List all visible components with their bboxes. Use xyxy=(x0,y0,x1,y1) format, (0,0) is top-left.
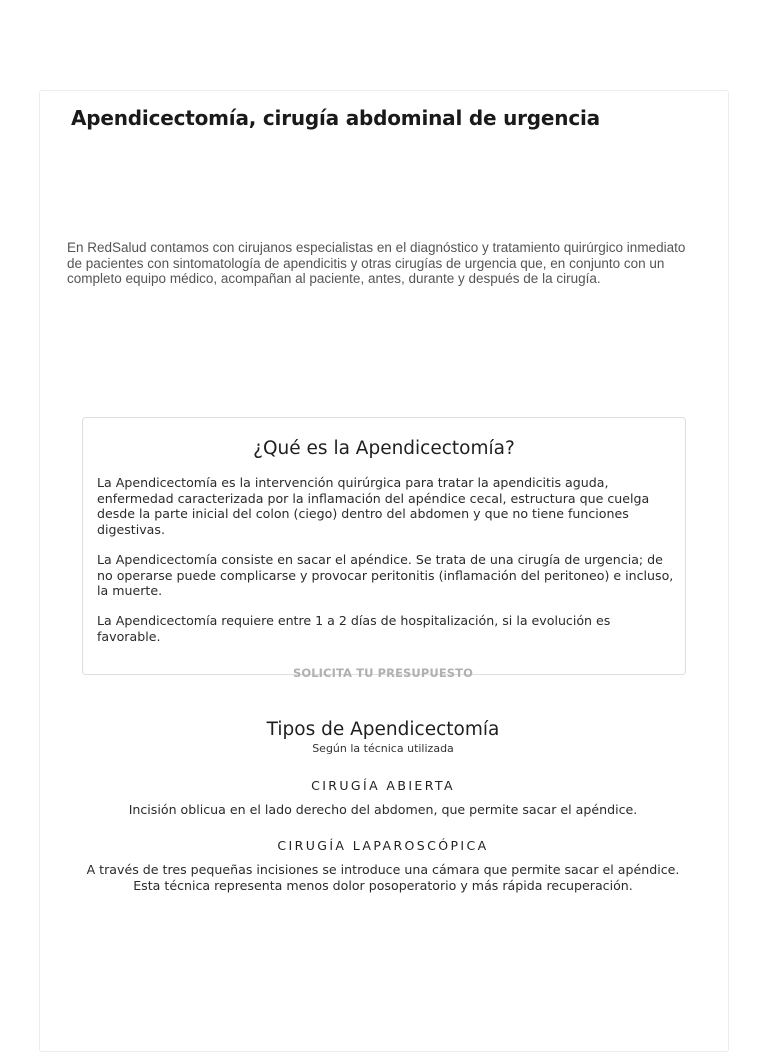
what-is-paragraph: La Apendicectomía es la intervención quirúrgica para tratar la apendicitis aguda, enfermedad caracterizada por la inflamación del apéndice cecal, estructura que cuelga desde la parte inicial del colon (ciego) dentro del abdomen y que no tiene funciones digestivas. xyxy=(97,475,650,537)
intro-paragraph: En RedSalud contamos con cirujanos especialistas en el diagnóstico y tratamiento quirúrgico inmediato de pacientes con sintomatología de apendicitis y otras cirugías de urgencia que, en conjunto con un completo equipo médico, acompañan al paciente, antes, durante y después de la cirugía. xyxy=(67,240,686,287)
type-description-laparoscopic-surgery: A través de tres pequeñas incisiones se introduce una cámara que permite sacar el apéndice. Esta técnica representa menos dolor posoperatorio y más rápida recuperación. xyxy=(86,862,680,893)
types-subtitle: Según la técnica utilizada xyxy=(312,742,454,755)
what-is-paragraph: La Apendicectomía requiere entre 1 a 2 días de hospitalización, si la evolución es favorable. xyxy=(97,613,611,644)
request-quote-button[interactable]: SOLICITA TU PRESUPUESTO xyxy=(292,666,473,680)
types-title: Tipos de Apendicectomía xyxy=(266,719,500,740)
type-heading-laparoscopic-surgery: CIRUGÍA LAPAROSCÓPICA xyxy=(277,838,489,853)
type-heading-open-surgery: CIRUGÍA ABIERTA xyxy=(311,778,455,793)
what-is-heading: ¿Qué es la Apendicectomía? xyxy=(253,438,515,459)
what-is-section xyxy=(82,417,686,675)
page-title: Apendicectomía, cirugía abdominal de urgencia xyxy=(71,106,600,130)
what-is-paragraph: La Apendicectomía consiste en sacar el apéndice. Se trata de una cirugía de urgencia; de no operarse puede complicarse y provocar peritonitis (inflamación del peritoneo) e incluso, la muerte. xyxy=(97,552,674,598)
type-description-open-surgery: Incisión oblicua en el lado derecho del abdomen, que permite sacar el apéndice. xyxy=(128,802,638,817)
